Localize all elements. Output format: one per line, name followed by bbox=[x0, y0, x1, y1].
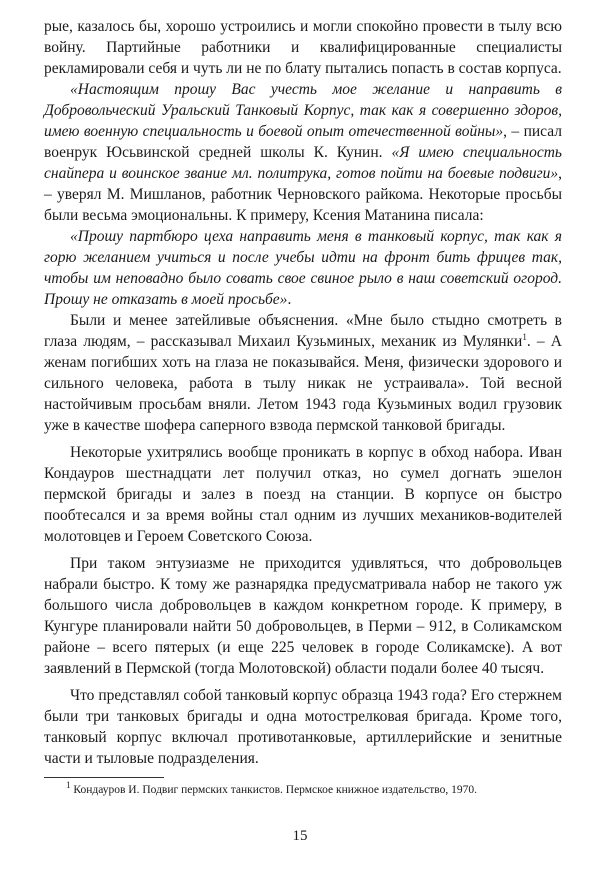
paragraph-text: . bbox=[287, 291, 292, 308]
paragraph: Что представлял собой танковый корпус образца 1943 года? Его стержнем были три танковых бригады и одна мотострелковая бригада. Кроме того, танковый корпус включал противотанковые, артиллерийские и зенитные части и тыловые подразделения. bbox=[44, 687, 562, 767]
paragraph: При таком энтузиазме не приходится удивляться, что добровольцев набрали быстро. К тому же разнарядка предусматривала набор не такого уж большого числа добровольцев в каждом конкретном городе. К примеру, в Кунгуре планировали найти 50 добровольцев, в Перми – 912, в Соликамском районе – всего пятерых (и еще 225 человек в городе Соликамске). А вот заявлений в Пермской (тогда Молотовской) области подали более 40 тысяч. bbox=[44, 555, 562, 677]
footnote bbox=[44, 782, 562, 798]
footnote-number: 1 bbox=[66, 780, 71, 791]
body-text bbox=[44, 16, 562, 769]
paragraph bbox=[44, 310, 562, 436]
paragraph: рые, казалось бы, хорошо устроились и могли спокойно провести в тылу всю войну. Партийные работники и квалифицированные специалисты рекламировали себя и чуть ли не по блату пытались попасть в состав корпуса. bbox=[44, 18, 562, 77]
paragraph-text: , – писал военрук Юсьвинской средней школы К. Кунин. bbox=[44, 123, 562, 161]
quote: «Прошу партбюро цеха направить меня в танковый корпус, так как я горю желанием учиться и после учебы идти на фронт бить фрицев так, чтобы им неповадно было совать свое свиное рыло в наш советский огород. Прошу не отказать в моей просьбе» bbox=[44, 228, 562, 308]
footnote-marker[interactable]: 1 bbox=[522, 331, 527, 342]
footnote-text: Кондауров И. Подвиг пермских танкистов. Пермское книжное издательство, 1970. bbox=[70, 784, 477, 796]
paragraph-text: . – А женам погибших хоть на глаза не показывайся. Меня, физически здорового и сильного человека, работа в тылу никак не устраивала». Той весной настойчивым просьбам вняли. Летом 1943 года Кузьминых водил грузовик уже в качестве шофера саперного взвода пермской танковой бригады. bbox=[44, 333, 562, 434]
page-number: 15 bbox=[292, 828, 308, 844]
paragraph bbox=[44, 79, 562, 226]
quote: «Настоящим прошу Вас учесть мое желание и направить в Добровольческий Уральский Танковый Корпус, так как я совершенно здоров, имею военную специальность и боевой опыт отечественной войны» bbox=[44, 81, 562, 140]
footnote-divider bbox=[44, 777, 164, 778]
quote: «Я имею специальность снайпера и воинское звание мл. политрука, готов пойти на боевые подвиги» bbox=[44, 144, 562, 182]
paragraph-text: , – уверял М. Мишланов, работник Черновского райкома. Некоторые просьбы были весьма эмоциональны. К примеру, Ксения Матанина писала: bbox=[44, 165, 562, 224]
paragraph-text: Были и менее затейливые объяснения. «Мне было стыдно смотреть в глаза людям, – рассказывал Михаил Кузьминых, механик из Мулянки bbox=[44, 312, 562, 350]
paragraph bbox=[44, 226, 562, 310]
paragraph: Некоторые ухитрялись вообще проникать в корпус в обход набора. Иван Кондауров шестнадцати лет получил отказ, но сумел догнать эшелон пермской бригады и залез в поезд на станции. В корпусе он быстро пообтесался и за время войны стал одним из лучших механиков-водителей молотовцев и Героем Советского Союза. bbox=[44, 444, 562, 545]
